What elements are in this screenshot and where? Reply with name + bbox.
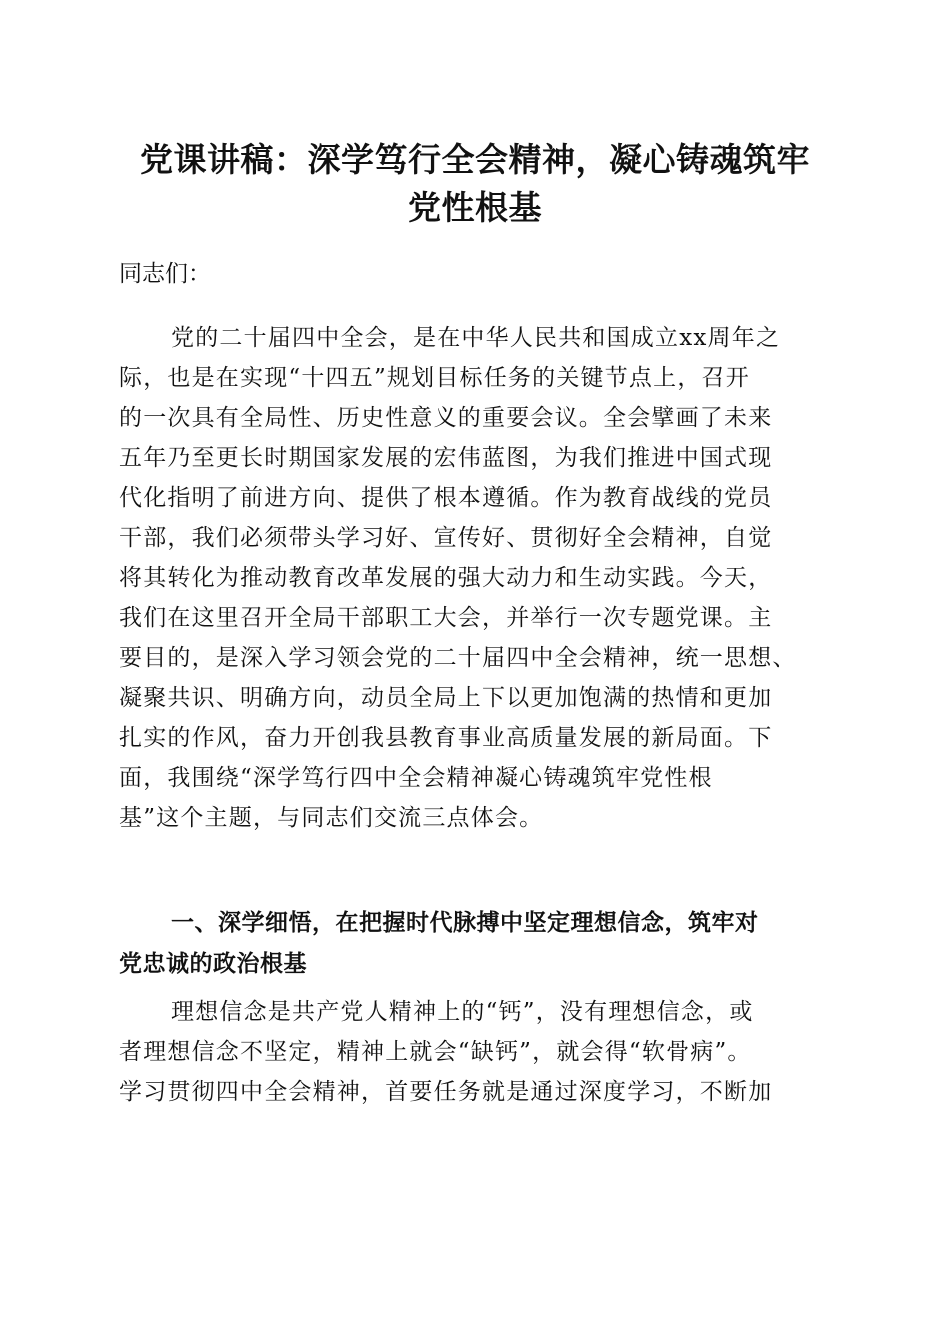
paragraph-line: 学习贯彻四中全会精神，首要任务就是通过深度学习，不断加 [119, 1079, 773, 1105]
title-line: 党课讲稿：深学笃行全会精神，凝心铸魂筑牢 [140, 140, 810, 179]
paragraph-intro [119, 318, 839, 838]
paragraph-line: 要目的，是深入学习领会党的二十届四中全会精神，统一思想、 [119, 645, 797, 671]
paragraph-section-1 [119, 992, 839, 1112]
paragraph-line: 扎实的作风，奋力开创我县教育事业高质量发展的新局面。下 [119, 725, 773, 751]
paragraph-line: 将其转化为推动教育改革发展的强大动力和生动实践。今天， [119, 565, 773, 591]
paragraph-line: 凝聚共识、明确方向，动员全局上下以更加饱满的热情和更加 [119, 685, 773, 711]
paragraph-line: 基”这个主题，与同志们交流三点体会。 [119, 805, 544, 831]
paragraph-line: 面，我围绕“深学笃行四中全会精神凝心铸魂筑牢党性根 [119, 765, 713, 791]
paragraph-line: 理想信念是共产党人精神上的“钙”，没有理想信念，或 [171, 999, 754, 1025]
title-line: 党性根基 [408, 188, 542, 227]
document-title [110, 136, 840, 232]
paragraph-line: 我们在这里召开全局干部职工大会，并举行一次专题党课。主 [119, 605, 773, 631]
salutation: 同志们： [119, 261, 211, 287]
paragraph-line: 干部，我们必须带头学习好、宣传好、贯彻好全会精神，自觉 [119, 525, 773, 551]
paragraph-line: 五年乃至更长时期国家发展的宏伟蓝图，为我们推进中国式现 [119, 445, 773, 471]
paragraph-line: 党的二十届四中全会，是在中华人民共和国成立xx周年之 [171, 325, 781, 351]
paragraph-line: 际，也是在实现“十四五”规划目标任务的关键节点上，召开 [119, 365, 750, 391]
heading-line: 党忠诚的政治根基 [119, 951, 307, 977]
paragraph-line: 代化指明了前进方向、提供了根本遵循。作为教育战线的党员 [119, 485, 773, 511]
paragraph-line: 的一次具有全局性、历史性意义的重要会议。全会擘画了未来 [119, 405, 773, 431]
section-heading-1 [119, 903, 839, 985]
paragraph-line: 者理想信念不坚定，精神上就会“缺钙”，就会得“软骨病”。 [119, 1039, 752, 1065]
heading-line: 一、深学细悟，在把握时代脉搏中坚定理想信念，筑牢对 [171, 910, 759, 936]
